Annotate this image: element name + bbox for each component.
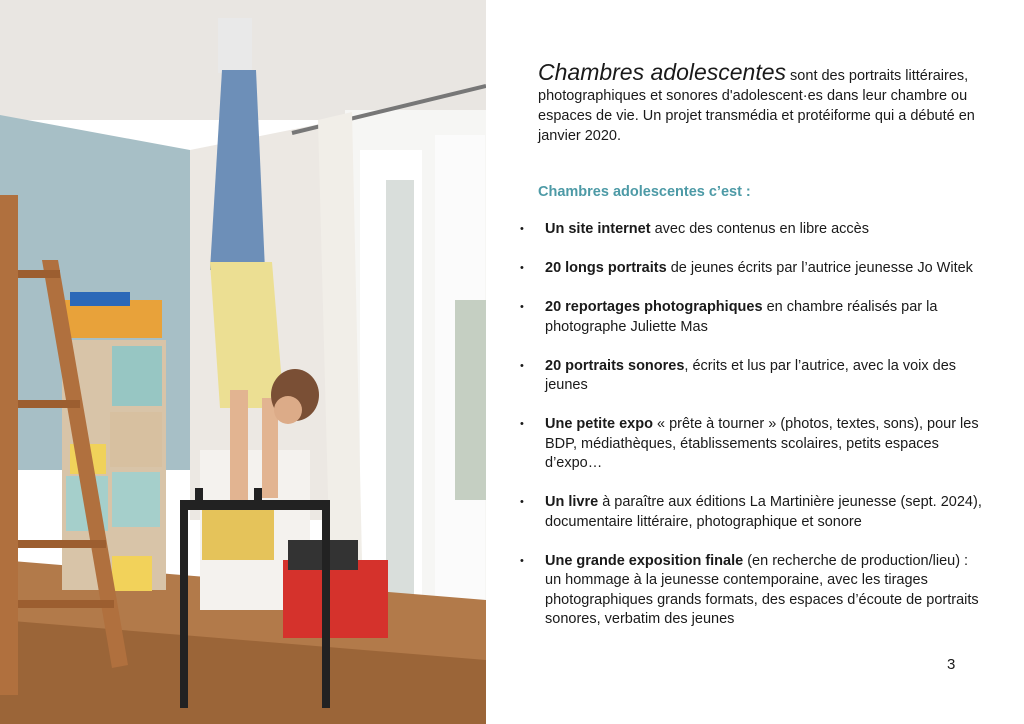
list-item: [520, 357, 988, 396]
item-bold: Un livre: [545, 494, 599, 510]
item-bold: 20 longs portraits: [545, 260, 667, 276]
list-item: [520, 259, 988, 279]
section-subheading: Chambres adolescentes c’est :: [538, 184, 751, 200]
bullet-icon: •: [520, 359, 524, 372]
item-text: en chambre réalisés par la photographe Juliette Mas: [545, 299, 938, 335]
item-bold: Une petite expo: [545, 416, 653, 432]
bullet-icon: •: [520, 418, 524, 430]
bullet-icon: •: [520, 496, 524, 508]
bullet-icon: •: [520, 223, 524, 235]
item-text: à paraître aux éditions La Martinière jeunesse (sept. 2024), documentaire littéraire, photographique et sonore: [545, 494, 982, 530]
item-text: avec des contenus en libre accès: [650, 221, 869, 237]
intro-text: sont des portraits littéraires, photographiques et sonores d'adolescent·es dans leur chambre ou espaces de vie. Un projet transmédia et protéiforme qui a débuté en janvier 2020.: [538, 68, 975, 144]
page-number: 3: [947, 656, 956, 673]
text-column: [520, 59, 988, 649]
list-item: [520, 493, 988, 532]
item-bold: Une grande exposition finale: [545, 552, 744, 569]
item-text: (en recherche de production/lieu) : un hommage à la jeunesse contemporaine, avec les tirages photographiques grands formats, des espaces d’écoute de portraits sonores, verbatim des jeunes: [545, 552, 979, 627]
list-item: [520, 298, 988, 337]
bullet-icon: •: [520, 262, 524, 274]
list-item: [520, 220, 988, 240]
item-text: de jeunes écrits par l’autrice jeunesse Jo Witek: [666, 260, 973, 276]
bedroom-handstand-photo: [0, 0, 486, 724]
item-text: « prête à tourner » (photos, textes, sons), pour les BDP, médiathèques, établissements scolaires, petits espaces d’expo…: [545, 416, 979, 471]
intro-paragraph: [538, 59, 988, 146]
feature-list: [520, 220, 988, 630]
list-item: [520, 552, 988, 630]
project-title: Chambres adolescentes: [538, 59, 787, 85]
item-bold: Un site internet: [545, 221, 651, 237]
item-text: , écrits et lus par l’autrice, avec la voix des jeunes: [545, 357, 957, 393]
item-bold: 20 portraits sonores: [545, 357, 685, 374]
list-item: [520, 415, 988, 474]
bullet-icon: •: [520, 554, 524, 567]
item-bold: 20 reportages photographiques: [545, 299, 763, 315]
bullet-icon: •: [520, 301, 524, 313]
